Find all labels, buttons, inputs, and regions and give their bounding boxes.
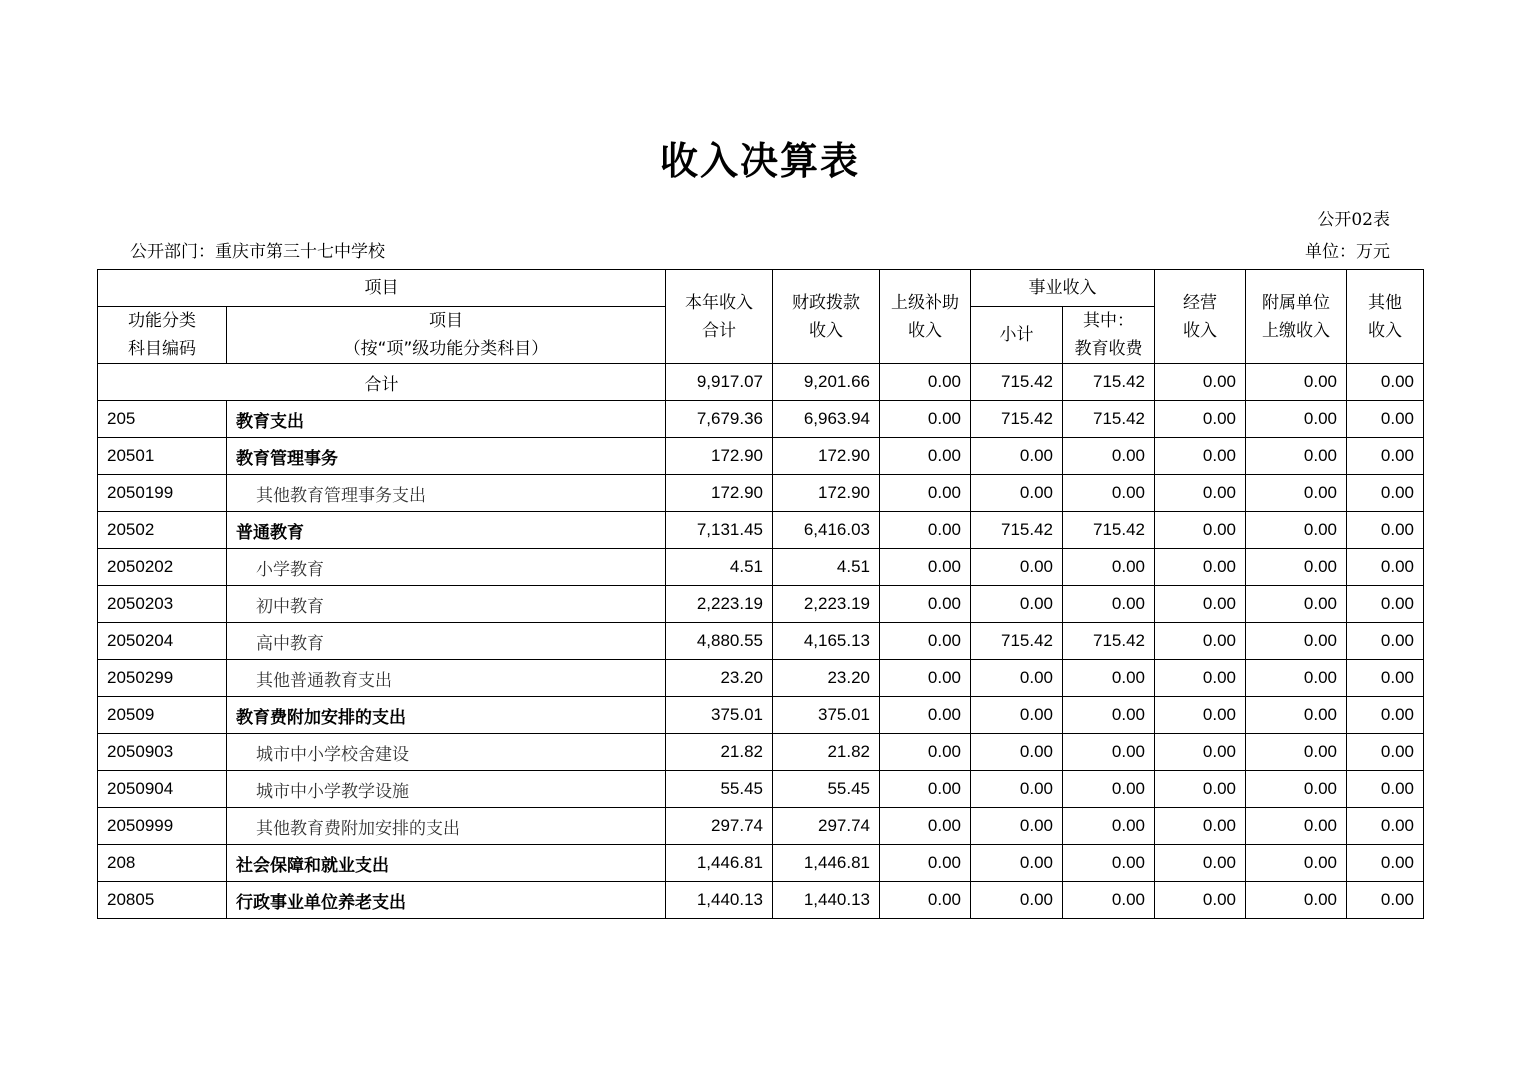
amount-cell: 0.00 [880, 771, 971, 808]
amount-cell: 172.90 [773, 475, 880, 512]
table-row [98, 771, 1424, 808]
header-project: 项目 [98, 270, 666, 307]
amount-cell: 172.90 [773, 438, 880, 475]
amount-cell: 0.00 [1347, 808, 1424, 845]
header-career: 事业收入 [971, 270, 1155, 307]
subject-name-cell: 教育支出 [227, 401, 666, 438]
amount-cell: 6,416.03 [773, 512, 880, 549]
amount-cell: 0.00 [1155, 623, 1246, 660]
amount-cell: 0.00 [880, 882, 971, 919]
amount-cell: 0.00 [971, 845, 1063, 882]
amount-cell: 0.00 [1246, 882, 1347, 919]
header-item [227, 307, 666, 364]
header-subtotal: 小计 [971, 307, 1063, 364]
amount-cell: 0.00 [1347, 882, 1424, 919]
amount-cell: 297.74 [773, 808, 880, 845]
amount-cell: 0.00 [971, 660, 1063, 697]
amount-cell: 55.45 [666, 771, 773, 808]
subject-name-cell: 其他教育费附加安排的支出 [227, 808, 666, 845]
amount-cell: 1,446.81 [666, 845, 773, 882]
amount-cell: 0.00 [1063, 845, 1155, 882]
amount-cell: 0.00 [880, 586, 971, 623]
amount-cell: 0.00 [1063, 475, 1155, 512]
amount-cell: 0.00 [1155, 808, 1246, 845]
amount-cell: 0.00 [1063, 586, 1155, 623]
amount-cell: 297.74 [666, 808, 773, 845]
header-other-line1: 其他 [1368, 292, 1402, 313]
amount-cell: 715.42 [971, 623, 1063, 660]
subject-name-cell: 教育管理事务 [227, 438, 666, 475]
amount-cell: 0.00 [1347, 771, 1424, 808]
table-row [98, 549, 1424, 586]
amount-cell: 4,165.13 [773, 623, 880, 660]
header-other [1347, 270, 1424, 364]
amount-cell: 4,880.55 [666, 623, 773, 660]
total-cell: 0.00 [880, 364, 971, 401]
subject-code-cell: 2050999 [98, 808, 227, 845]
department-label: 公开部门：重庆市第三十七中学校 [130, 242, 385, 262]
amount-cell: 0.00 [1347, 475, 1424, 512]
subject-code-cell: 2050199 [98, 475, 227, 512]
income-statement-table [97, 269, 1424, 919]
header-affiliated-line1: 附属单位 [1262, 292, 1330, 313]
header-item-line2: （按“项”级功能分类科目） [343, 339, 549, 359]
amount-cell: 6,963.94 [773, 401, 880, 438]
table-row [98, 475, 1424, 512]
amount-cell: 172.90 [666, 475, 773, 512]
amount-cell: 55.45 [773, 771, 880, 808]
amount-cell: 0.00 [880, 697, 971, 734]
subject-code-cell: 20509 [98, 697, 227, 734]
subject-name-cell: 行政事业单位养老支出 [227, 882, 666, 919]
subject-name-cell: 其他普通教育支出 [227, 660, 666, 697]
amount-cell: 0.00 [971, 549, 1063, 586]
subject-code-cell: 2050299 [98, 660, 227, 697]
amount-cell: 0.00 [971, 882, 1063, 919]
total-cell: 9,917.07 [666, 364, 773, 401]
subject-name-cell: 社会保障和就业支出 [227, 845, 666, 882]
amount-cell: 0.00 [971, 475, 1063, 512]
amount-cell: 21.82 [666, 734, 773, 771]
header-code [98, 307, 227, 364]
table-row [98, 512, 1424, 549]
subject-code-cell: 2050203 [98, 586, 227, 623]
subject-code-cell: 20805 [98, 882, 227, 919]
form-number: 公开02表 [1317, 210, 1390, 230]
amount-cell: 0.00 [1347, 697, 1424, 734]
subject-name-cell: 城市中小学校舍建设 [227, 734, 666, 771]
amount-cell: 0.00 [971, 586, 1063, 623]
amount-cell: 23.20 [773, 660, 880, 697]
amount-cell: 0.00 [1347, 438, 1424, 475]
amount-cell: 0.00 [1246, 734, 1347, 771]
amount-cell: 0.00 [1155, 697, 1246, 734]
amount-cell: 0.00 [1246, 586, 1347, 623]
amount-cell: 0.00 [1155, 475, 1246, 512]
total-cell: 0.00 [1246, 364, 1347, 401]
amount-cell: 0.00 [1347, 734, 1424, 771]
amount-cell: 7,679.36 [666, 401, 773, 438]
amount-cell: 0.00 [1246, 845, 1347, 882]
header-affiliated [1246, 270, 1347, 364]
unit-label: 单位：万元 [1305, 242, 1390, 262]
amount-cell: 0.00 [971, 697, 1063, 734]
amount-cell: 0.00 [971, 734, 1063, 771]
subject-name-cell: 小学教育 [227, 549, 666, 586]
amount-cell: 0.00 [880, 475, 971, 512]
amount-cell: 715.42 [971, 401, 1063, 438]
amount-cell: 1,446.81 [773, 845, 880, 882]
amount-cell: 0.00 [1155, 660, 1246, 697]
header-operating [1155, 270, 1246, 364]
subject-code-cell: 2050903 [98, 734, 227, 771]
amount-cell: 0.00 [880, 845, 971, 882]
amount-cell: 0.00 [1063, 549, 1155, 586]
amount-cell: 0.00 [1063, 697, 1155, 734]
amount-cell: 21.82 [773, 734, 880, 771]
table-row [98, 623, 1424, 660]
amount-cell: 0.00 [1155, 438, 1246, 475]
table-row [98, 438, 1424, 475]
amount-cell: 0.00 [880, 512, 971, 549]
total-cell: 9,201.66 [773, 364, 880, 401]
amount-cell: 715.42 [1063, 512, 1155, 549]
table-row [98, 660, 1424, 697]
amount-cell: 0.00 [971, 771, 1063, 808]
amount-cell: 0.00 [1246, 475, 1347, 512]
amount-cell: 0.00 [1347, 623, 1424, 660]
subject-code-cell: 20502 [98, 512, 227, 549]
amount-cell: 0.00 [1246, 512, 1347, 549]
subject-code-cell: 205 [98, 401, 227, 438]
amount-cell: 2,223.19 [773, 586, 880, 623]
header-edu-fee [1063, 307, 1155, 364]
amount-cell: 4.51 [773, 549, 880, 586]
amount-cell: 0.00 [1246, 549, 1347, 586]
amount-cell: 0.00 [880, 549, 971, 586]
amount-cell: 0.00 [1155, 401, 1246, 438]
amount-cell: 0.00 [1063, 808, 1155, 845]
total-row [98, 364, 1424, 401]
header-item-line1: 项目 [429, 311, 463, 331]
amount-cell: 0.00 [1246, 771, 1347, 808]
total-cell: 0.00 [1347, 364, 1424, 401]
amount-cell: 375.01 [773, 697, 880, 734]
subject-name-cell: 教育费附加安排的支出 [227, 697, 666, 734]
header-total-income-line1: 本年收入 [685, 292, 753, 313]
subject-name-cell: 普通教育 [227, 512, 666, 549]
header-fiscal [773, 270, 880, 364]
amount-cell: 0.00 [1246, 623, 1347, 660]
amount-cell: 0.00 [880, 401, 971, 438]
amount-cell: 7,131.45 [666, 512, 773, 549]
table-row [98, 697, 1424, 734]
header-edu-fee-line1: 其中： [1083, 311, 1134, 331]
amount-cell: 0.00 [1063, 882, 1155, 919]
amount-cell: 0.00 [1155, 512, 1246, 549]
amount-cell: 0.00 [1246, 401, 1347, 438]
header-row-top [98, 270, 1424, 307]
amount-cell: 0.00 [971, 438, 1063, 475]
header-edu-fee-line2: 教育收费 [1074, 339, 1143, 359]
total-cell: 715.42 [971, 364, 1063, 401]
header-affiliated-line2: 上缴收入 [1262, 320, 1330, 341]
amount-cell: 0.00 [1347, 549, 1424, 586]
amount-cell: 0.00 [1063, 771, 1155, 808]
table-row [98, 734, 1424, 771]
amount-cell: 0.00 [1246, 660, 1347, 697]
table-row [98, 401, 1424, 438]
amount-cell: 0.00 [1063, 734, 1155, 771]
amount-cell: 0.00 [1347, 401, 1424, 438]
amount-cell: 4.51 [666, 549, 773, 586]
total-cell: 715.42 [1063, 364, 1155, 401]
amount-cell: 715.42 [1063, 401, 1155, 438]
header-total-income-line2: 合计 [702, 320, 736, 341]
amount-cell: 0.00 [1347, 660, 1424, 697]
total-cell: 0.00 [1155, 364, 1246, 401]
header-operating-line2: 收入 [1183, 320, 1217, 341]
amount-cell: 0.00 [880, 438, 971, 475]
amount-cell: 2,223.19 [666, 586, 773, 623]
subject-code-cell: 2050202 [98, 549, 227, 586]
amount-cell: 1,440.13 [666, 882, 773, 919]
total-label: 合计 [98, 364, 666, 401]
amount-cell: 715.42 [1063, 623, 1155, 660]
table-row [98, 586, 1424, 623]
amount-cell: 0.00 [1155, 734, 1246, 771]
table-row [98, 808, 1424, 845]
amount-cell: 0.00 [1246, 438, 1347, 475]
subject-code-cell: 2050204 [98, 623, 227, 660]
page-title: 收入决算表 [659, 139, 860, 183]
subject-name-cell: 高中教育 [227, 623, 666, 660]
amount-cell: 375.01 [666, 697, 773, 734]
table-row [98, 845, 1424, 882]
subject-name-cell: 初中教育 [227, 586, 666, 623]
header-superior-line2: 收入 [908, 320, 942, 341]
header-superior [880, 270, 971, 364]
subject-name-cell: 其他教育管理事务支出 [227, 475, 666, 512]
amount-cell: 0.00 [1155, 771, 1246, 808]
header-total-income [666, 270, 773, 364]
amount-cell: 0.00 [971, 808, 1063, 845]
amount-cell: 0.00 [1155, 549, 1246, 586]
amount-cell: 172.90 [666, 438, 773, 475]
amount-cell: 0.00 [1347, 845, 1424, 882]
amount-cell: 0.00 [880, 808, 971, 845]
amount-cell: 0.00 [1246, 808, 1347, 845]
amount-cell: 0.00 [1347, 586, 1424, 623]
header-operating-line1: 经营 [1183, 292, 1217, 313]
amount-cell: 0.00 [1155, 882, 1246, 919]
subject-code-cell: 20501 [98, 438, 227, 475]
subject-code-cell: 2050904 [98, 771, 227, 808]
amount-cell: 0.00 [1063, 438, 1155, 475]
amount-cell: 1,440.13 [773, 882, 880, 919]
header-code-line2: 科目编码 [128, 339, 196, 359]
amount-cell: 0.00 [1063, 660, 1155, 697]
table-row [98, 882, 1424, 919]
amount-cell: 0.00 [880, 623, 971, 660]
subject-name-cell: 城市中小学教学设施 [227, 771, 666, 808]
amount-cell: 0.00 [1347, 512, 1424, 549]
header-fiscal-line2: 收入 [809, 320, 843, 341]
header-fiscal-line1: 财政拨款 [792, 292, 860, 313]
header-other-line2: 收入 [1368, 320, 1402, 341]
header-superior-line1: 上级补助 [891, 292, 959, 313]
amount-cell: 0.00 [1246, 697, 1347, 734]
amount-cell: 23.20 [666, 660, 773, 697]
amount-cell: 0.00 [1155, 845, 1246, 882]
amount-cell: 0.00 [880, 660, 971, 697]
subject-code-cell: 208 [98, 845, 227, 882]
amount-cell: 715.42 [971, 512, 1063, 549]
header-code-line1: 功能分类 [128, 311, 196, 331]
amount-cell: 0.00 [1155, 586, 1246, 623]
amount-cell: 0.00 [880, 734, 971, 771]
